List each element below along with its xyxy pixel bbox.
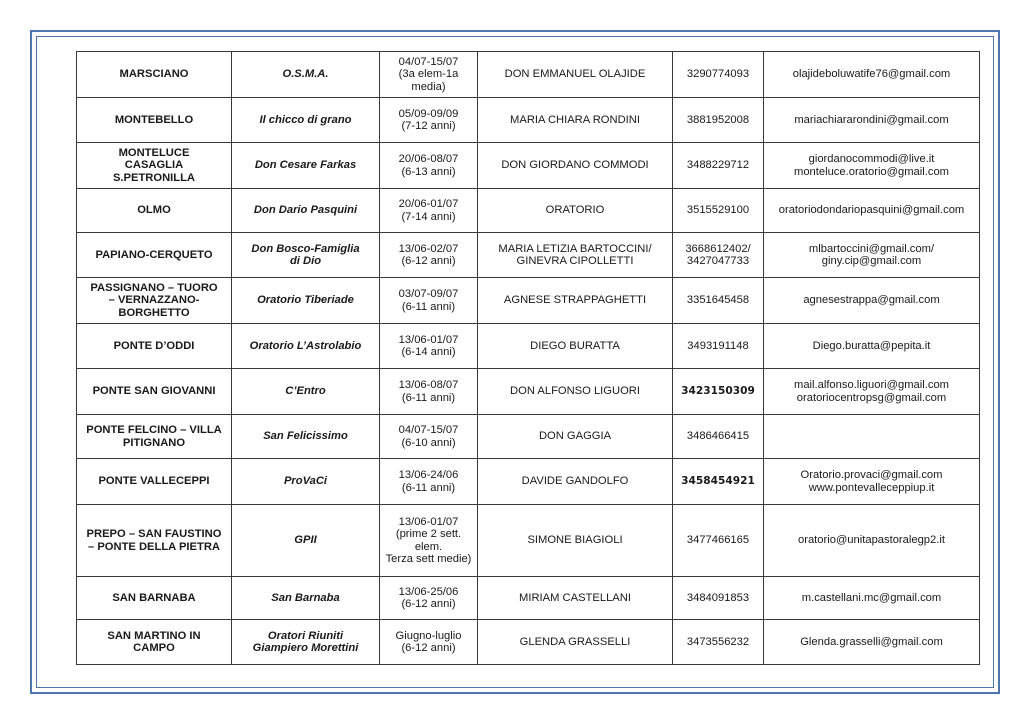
oratorio-name-line: Giampiero Morettini (252, 642, 359, 654)
period-line: 13/06-02/07 (398, 242, 459, 255)
email-line[interactable]: oratorio@unitapastoralegp2.it (798, 534, 945, 547)
location-cell (77, 577, 232, 620)
location-line: PONTE D’ODDI (113, 339, 195, 352)
phone-cell (673, 189, 764, 233)
location-cell (77, 189, 232, 233)
contact-person-line: GLENDA GRASSELLI (519, 635, 631, 648)
period-line: (6-10 anni) (401, 436, 456, 449)
location-line: – PONTE DELLA PIETRA (88, 540, 220, 553)
oratorio-name-line: Don Cesare Farkas (254, 159, 357, 172)
phone-line: 3484091853 (686, 591, 750, 604)
period-line: 05/09-09/09 (398, 107, 459, 120)
period-line: 13/06-25/06 (398, 585, 459, 598)
period-cell (380, 143, 478, 189)
period-line: (6-11 anni) (401, 481, 456, 494)
phone-cell (673, 459, 764, 505)
table-row (77, 369, 980, 415)
contact-person-line: MIRIAM CASTELLANI (519, 591, 631, 604)
contact-person-line: AGNESE STRAPPAGHETTI (503, 294, 647, 307)
table-row (77, 577, 980, 620)
location-line: PREPO – SAN FAUSTINO (86, 528, 222, 541)
email-cell (764, 620, 980, 665)
period-line: 03/07-09/07 (398, 288, 459, 301)
table-row (77, 505, 980, 577)
oratorio-name-line: di Dio (289, 255, 322, 267)
contact-person-cell (478, 369, 673, 415)
phone-line: 3488229712 (686, 159, 750, 172)
location-line: PITIGNANO (122, 436, 186, 449)
location-cell (77, 324, 232, 369)
contact-person-line: MARIA LETIZIA BARTOCCINI/ (498, 242, 652, 255)
period-line: (6-13 anni) (401, 165, 456, 178)
location-line: PASSIGNANO – TUORO (90, 281, 218, 294)
period-line: 20/06-01/07 (398, 198, 459, 211)
location-line: – VERNAZZANO- (108, 294, 200, 307)
location-cell (77, 233, 232, 278)
contact-person-line: DON ALFONSO LIGUORI (510, 385, 640, 398)
oratorio-name-line: ProVaCi (283, 475, 328, 488)
location-cell (77, 459, 232, 505)
period-line: elem. (414, 540, 443, 553)
location-line: OLMO (137, 204, 171, 217)
period-line: 20/06-08/07 (398, 153, 459, 166)
phone-cell (673, 369, 764, 415)
period-line: Giugno-luglio (395, 629, 462, 642)
contact-person-cell (478, 52, 673, 98)
phone-line: 3473556232 (686, 635, 750, 648)
phone-cell (673, 233, 764, 278)
oratorio-name-cell (232, 52, 380, 98)
oratorio-name-line: Il chicco di grano (259, 113, 352, 126)
phone-cell (673, 98, 764, 143)
email-line[interactable]: www.pontevalleceppiup.it (808, 481, 935, 494)
period-line: 13/06-24/06 (398, 469, 459, 482)
period-cell (380, 620, 478, 665)
contact-person-cell (478, 98, 673, 143)
oratorio-name-cell (232, 459, 380, 505)
email-cell (764, 505, 980, 577)
period-line: (6-12 anni) (401, 598, 456, 610)
period-line: (6-12 anni) (401, 642, 456, 654)
email-cell (764, 459, 980, 505)
period-line: (7-14 anni) (401, 210, 456, 223)
contact-person-cell (478, 577, 673, 620)
phone-line: 3290774093 (686, 68, 750, 81)
phone-cell (673, 143, 764, 189)
contact-person-cell (478, 324, 673, 369)
phone-line: 3427047733 (686, 255, 750, 267)
contact-person-cell (478, 189, 673, 233)
contact-person-cell (478, 233, 673, 278)
email-cell (764, 52, 980, 98)
contact-person-line: SIMONE BIAGIOLI (527, 534, 623, 547)
email-line[interactable]: mariachiararondini@gmail.com (794, 113, 949, 126)
oratorio-name-cell (232, 278, 380, 324)
contact-person-line: DON EMMANUEL OLAJIDE (504, 68, 646, 81)
email-line[interactable]: oratoriodondariopasquini@gmail.com (778, 204, 965, 217)
oratorio-name-line: San Felicissimo (263, 430, 348, 443)
contact-person-cell (478, 143, 673, 189)
period-line: media) (411, 80, 446, 93)
oratorio-name-cell (232, 620, 380, 665)
location-cell (77, 369, 232, 415)
table-row (77, 143, 980, 189)
contact-person-cell (478, 278, 673, 324)
oratorio-name-cell (232, 233, 380, 278)
period-line: (6-11 anni) (401, 300, 456, 313)
oratorio-name-line: GPII (294, 534, 317, 547)
period-line: (prime 2 sett. (395, 528, 462, 541)
email-cell (764, 577, 980, 620)
contact-person-line: DIEGO BURATTA (530, 339, 620, 352)
oratorio-name-line: Don Bosco-Famiglia (251, 242, 360, 255)
oratorio-name-cell (232, 415, 380, 459)
location-line: S.PETRONILLA (112, 171, 196, 184)
period-line: (6-14 anni) (401, 346, 456, 358)
table-row (77, 415, 980, 459)
oratorio-name-cell (232, 369, 380, 415)
period-cell (380, 98, 478, 143)
email-cell (764, 98, 980, 143)
oratorio-contacts-table (76, 51, 980, 665)
email-cell (764, 233, 980, 278)
contact-person-line: DON GIORDANO COMMODI (501, 159, 649, 172)
phone-cell (673, 620, 764, 665)
period-line: Terza sett medie) (385, 552, 472, 565)
table-row (77, 459, 980, 505)
phone-line: 3351645458 (686, 294, 750, 307)
location-cell (77, 505, 232, 577)
oratorio-name-line: Oratorio L’Astrolabio (249, 339, 362, 352)
location-line: BORGHETTO (118, 306, 190, 319)
period-cell (380, 577, 478, 620)
location-line: MARSCIANO (119, 68, 189, 81)
location-cell (77, 52, 232, 98)
location-cell (77, 98, 232, 143)
oratorio-name-cell (232, 577, 380, 620)
oratorio-name-line: Oratorio Tiberiade (257, 294, 354, 307)
oratorio-name-line: Don Dario Pasquini (253, 204, 358, 217)
location-line: CAMPO (133, 642, 175, 654)
email-line[interactable]: Oratorio.provaci@gmail.com (800, 469, 943, 482)
oratorio-name-line: O.S.M.A. (282, 68, 329, 81)
location-cell (77, 143, 232, 189)
location-cell (77, 415, 232, 459)
location-line: SAN MARTINO IN (107, 629, 201, 642)
email-cell (764, 369, 980, 415)
location-cell (77, 620, 232, 665)
email-line[interactable]: Glenda.grasselli@gmail.com (800, 635, 943, 648)
contact-person-line: DAVIDE GANDOLFO (521, 475, 629, 488)
table-row (77, 233, 980, 278)
table-row (77, 52, 980, 98)
table-row (77, 620, 980, 665)
contact-person-cell (478, 620, 673, 665)
phone-line: 3881952008 (686, 113, 750, 126)
period-line: (6-11 anni) (401, 391, 456, 404)
contact-person-cell (478, 505, 673, 577)
contact-person-line: ORATORIO (545, 204, 605, 217)
phone-cell (673, 577, 764, 620)
oratorio-name-line: San Barnaba (271, 591, 340, 604)
email-line[interactable]: mlbartoccini@gmail.com/ (808, 242, 935, 255)
phone-cell (673, 415, 764, 459)
oratorio-name-cell (232, 143, 380, 189)
email-cell (764, 278, 980, 324)
email-line[interactable]: giny.cip@gmail.com (821, 255, 922, 267)
contact-person-cell (478, 459, 673, 505)
period-cell (380, 415, 478, 459)
period-cell (380, 369, 478, 415)
period-line: 13/06-01/07 (398, 515, 459, 528)
location-line: MONTEBELLO (114, 113, 194, 126)
location-line: PONTE SAN GIOVANNI (92, 385, 216, 398)
table-row (77, 98, 980, 143)
phone-cell (673, 278, 764, 324)
email-cell (764, 189, 980, 233)
table-row (77, 278, 980, 324)
email-line[interactable]: oratoriocentropsg@gmail.com (796, 391, 947, 404)
period-cell (380, 233, 478, 278)
email-cell (764, 143, 980, 189)
period-line: 04/07-15/07 (398, 55, 459, 68)
phone-cell (673, 52, 764, 98)
table-row (77, 324, 980, 369)
email-line[interactable]: Diego.buratta@pepita.it (812, 339, 931, 352)
phone-cell (673, 505, 764, 577)
email-line[interactable]: m.castellani.mc@gmail.com (801, 591, 942, 604)
contact-person-line: DON GAGGIA (538, 430, 612, 443)
period-line: (3a elem-1a (398, 68, 459, 81)
email-cell (764, 415, 980, 459)
contact-person-line: MARIA CHIARA RONDINI (510, 113, 640, 126)
table-row (77, 189, 980, 233)
table-body (77, 52, 980, 665)
email-line[interactable]: monteluce.oratorio@gmail.com (794, 165, 949, 178)
period-line: 13/06-01/07 (398, 333, 459, 346)
phone-line: 3493191148 (687, 339, 749, 352)
location-line: PONTE FELCINO – VILLA (86, 424, 222, 437)
phone-line: 3486466415 (686, 430, 750, 443)
period-cell (380, 459, 478, 505)
oratorio-name-line: C’Entro (285, 385, 326, 398)
location-line: CASAGLIA (124, 159, 184, 172)
oratorio-name-cell (232, 98, 380, 143)
email-line[interactable]: giordanocommodi@live.it (808, 153, 935, 166)
phone-line: 3458454921 (681, 475, 755, 488)
location-cell (77, 278, 232, 324)
location-line: PONTE VALLECEPPI (98, 475, 210, 488)
email-line[interactable]: agnesestrappa@gmail.com (803, 294, 940, 307)
location-line: PAPIANO-CERQUETO (95, 248, 213, 261)
period-line: 04/07-15/07 (398, 424, 459, 437)
period-line: (6-12 anni) (401, 255, 456, 267)
contact-person-cell (478, 415, 673, 459)
location-line: SAN BARNABA (112, 591, 196, 604)
period-line: (7-12 anni) (401, 120, 456, 132)
email-line[interactable]: mail.alfonso.liguori@gmail.com (794, 379, 949, 392)
period-cell (380, 505, 478, 577)
location-line: MONTELUCE (118, 146, 190, 159)
phone-cell (673, 324, 764, 369)
period-cell (380, 278, 478, 324)
period-cell (380, 324, 478, 369)
phone-line: 3423150309 (681, 385, 755, 398)
oratorio-name-cell (232, 189, 380, 233)
oratorio-name-cell (232, 505, 380, 577)
period-cell (380, 52, 478, 98)
oratorio-name-line: Oratori Riuniti (267, 629, 344, 642)
phone-line: 3668612402/ (685, 242, 751, 255)
email-cell (764, 324, 980, 369)
phone-line: 3477466165 (686, 534, 750, 547)
contact-person-line: GINEVRA CIPOLLETTI (516, 255, 634, 267)
email-line[interactable]: olajideboluwatife76@gmail.com (792, 68, 951, 81)
oratorio-name-cell (232, 324, 380, 369)
period-cell (380, 189, 478, 233)
phone-line: 3515529100 (686, 204, 750, 217)
period-line: 13/06-08/07 (398, 379, 459, 392)
